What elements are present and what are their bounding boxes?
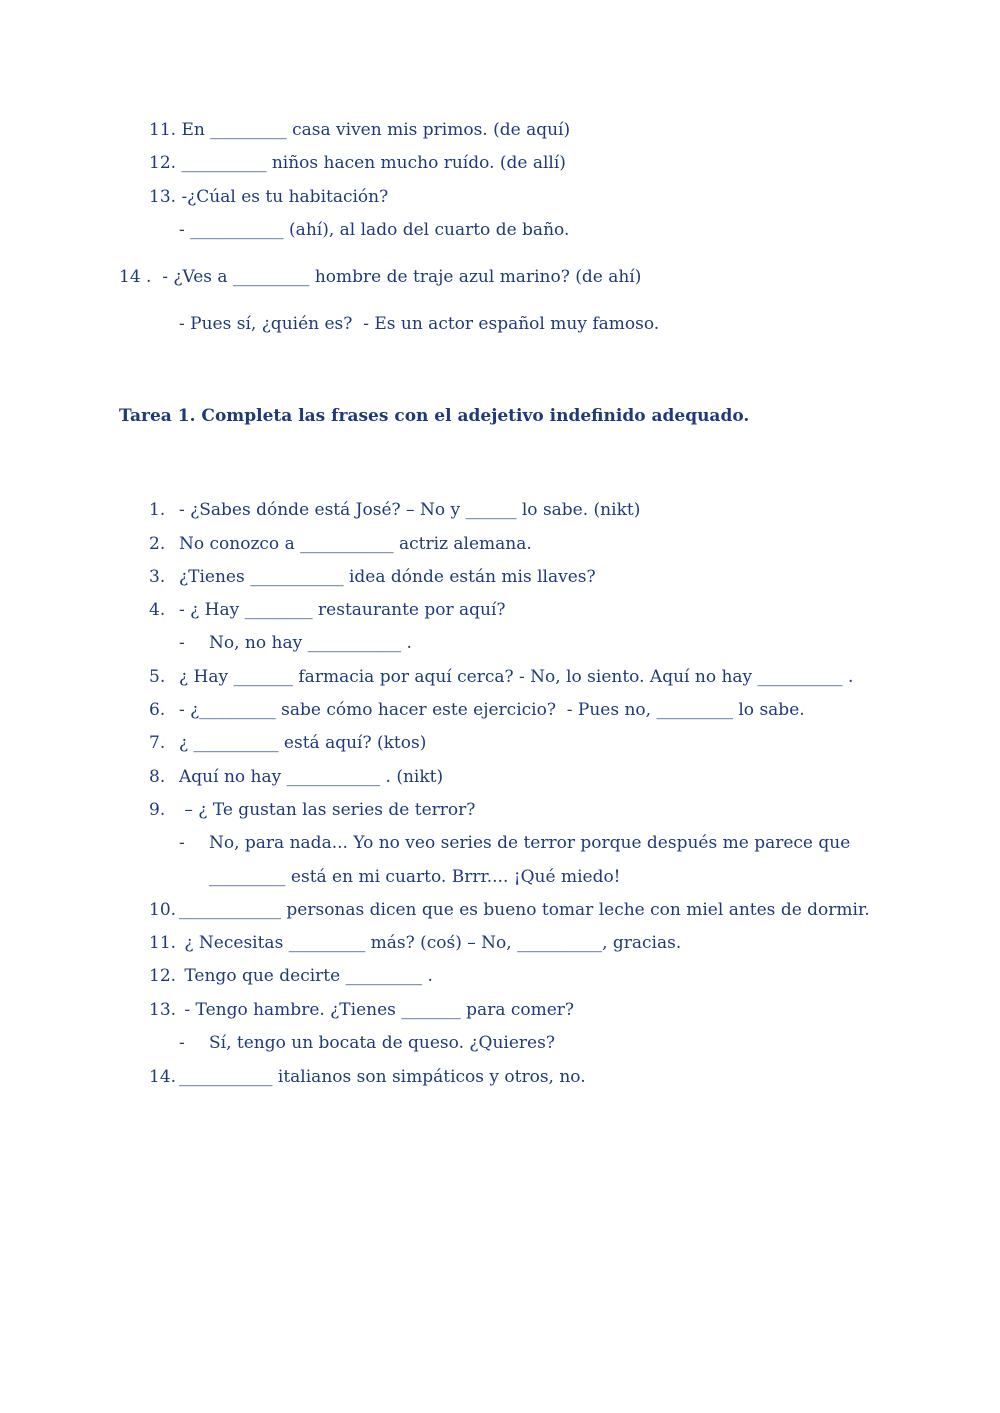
item-text-14: ___________ italianos son simpáticos y otros, no. [179,1067,586,1087]
item-number-5: 5. [149,667,166,687]
item-number-3: 3. [149,567,166,587]
item-number-2: 2. [149,534,166,554]
exercise-line-14: 14 . - ¿Ves a _________ hombre de traje azul marino? (de ahí) [119,267,642,287]
item-number-8: 8. [149,767,166,787]
item-text-1: - ¿Sabes dónde está José? – No y ______ lo sabe. (nikt) [179,500,641,520]
item-text-12: Tengo que decirte _________ . [179,966,433,986]
exercise-line-14-reply: - Pues sí, ¿quién es? - Es un actor español muy famoso. [179,314,660,334]
item-dash-4: - [179,633,185,653]
exercise-line-12: 12. __________ niños hacen mucho ruído. (de allí) [149,153,566,173]
item-text-7: ¿ __________ está aquí? (ktos) [179,733,427,753]
item-text-3: ¿Tienes ___________ idea dónde están mis llaves? [179,567,596,587]
item-text-9: – ¿ Te gustan las series de terror? [179,800,476,820]
item-text-13: - Tengo hambre. ¿Tienes _______ para comer? [179,1000,575,1020]
item-text-4-reply: No, no hay ___________ . [209,633,412,653]
exercise-line-13: 13. -¿Cúal es tu habitación? [149,187,389,207]
item-text-11: ¿ Necesitas _________ más? (coś) – No, __________, gracias. [179,933,682,953]
item-text-8: Aquí no hay ___________ . (nikt) [179,767,444,787]
item-text-2: No conozco a ___________ actriz alemana. [179,534,532,554]
task-heading: Tarea 1. Completa las frases con el adejetivo indefinido adequado. [119,406,750,426]
item-dash-9: - [179,833,185,853]
item-text-6: - ¿_________ sabe cómo hacer este ejercicio? - Pues no, _________ lo sabe. [179,700,805,720]
exercise-line-13-reply: - ___________ (ahí), al lado del cuarto de baño. [179,220,570,240]
item-number-4: 4. [149,600,166,620]
item-text-10: ____________ personas dicen que es bueno tomar leche con miel antes de dormir. [179,900,870,920]
item-number-13: 13. [149,1000,177,1020]
item-number-7: 7. [149,733,166,753]
item-number-12: 12. [149,966,177,986]
item-text-13-reply: Sí, tengo un bocata de queso. ¿Quieres? [209,1033,555,1053]
item-text-4: - ¿ Hay ________ restaurante por aquí? [179,600,506,620]
item-number-1: 1. [149,500,166,520]
item-number-14: 14. [149,1067,177,1087]
item-number-6: 6. [149,700,166,720]
item-dash-13: - [179,1033,185,1053]
item-text-9-reply: No, para nada... Yo no veo series de terror porque después me parece que [209,833,851,853]
item-text-9-reply-cont: _________ está en mi cuarto. Brrr.... ¡Qué miedo! [209,867,621,887]
item-number-11: 11. [149,933,177,953]
item-number-10: 10. [149,900,177,920]
exercise-line-11: 11. En _________ casa viven mis primos. (de aquí) [149,120,571,140]
item-text-5: ¿ Hay _______ farmacia por aquí cerca? - No, lo siento. Aquí no hay __________ . [179,667,854,687]
item-number-9: 9. [149,800,166,820]
